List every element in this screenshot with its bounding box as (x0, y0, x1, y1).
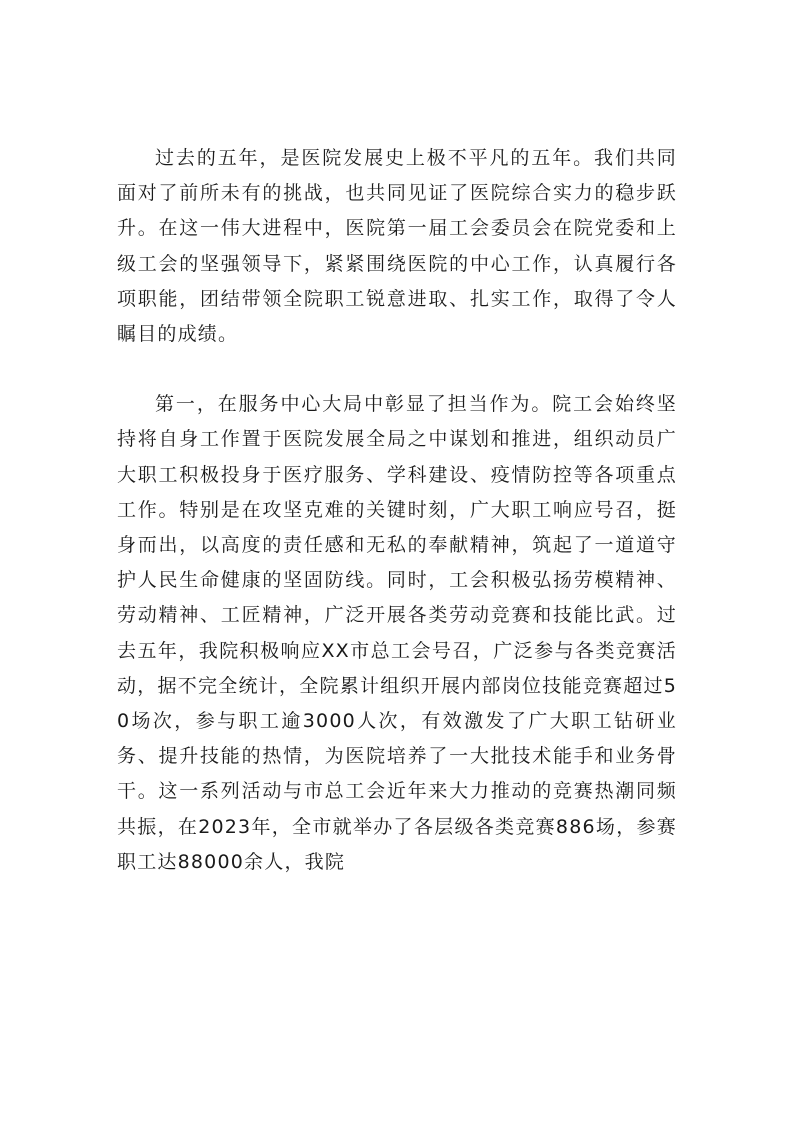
paragraph-first-point: 第一，在服务中心大局中彰显了担当作为。院工会始终坚持将自身工作置于医院发展全局之中谋划和推进，组织动员广大职工积极投身于医疗服务、学科建设、疫情防控等各项重点工作。特别是在攻坚克难的关键时刻，广大职工响应号召，挺身而出，以高度的责任感和无私的奉献精神，筑起了一道道守护人民生命健康的坚固防线。同时，工会积极弘扬劳模精神、劳动精神、工匠精神，广泛开展各类劳动竞赛和技能比武。过去五年，我院积极响应XX市总工会号召，广泛参与各类竞赛活动，据不完全统计，全院累计组织开展内部岗位技能竞赛超过50场次，参与职工逾3000人次，有效激发了广大职工钻研业务、提升技能的热情，为医院培养了一大批技术能手和业务骨干。这一系列活动与市总工会近年来大力推动的竞赛热潮同频共振，在2023年，全市就举办了各层级各类竞赛886场，参赛职工达88000余人，我院 (117, 393, 677, 873)
document-body (117, 141, 677, 880)
paragraph-review: 过去的五年，是医院发展史上极不平凡的五年。我们共同面对了前所未有的挑战，也共同见证了医院综合实力的稳步跃升。在这一伟大进程中，医院第一届工会委员会在院党委和上级工会的坚强领导下，紧紧围绕医院的中心工作，认真履行各项职能，团结带领全院职工锐意进取、扎实工作，取得了令人瞩目的成绩。 (117, 147, 677, 346)
